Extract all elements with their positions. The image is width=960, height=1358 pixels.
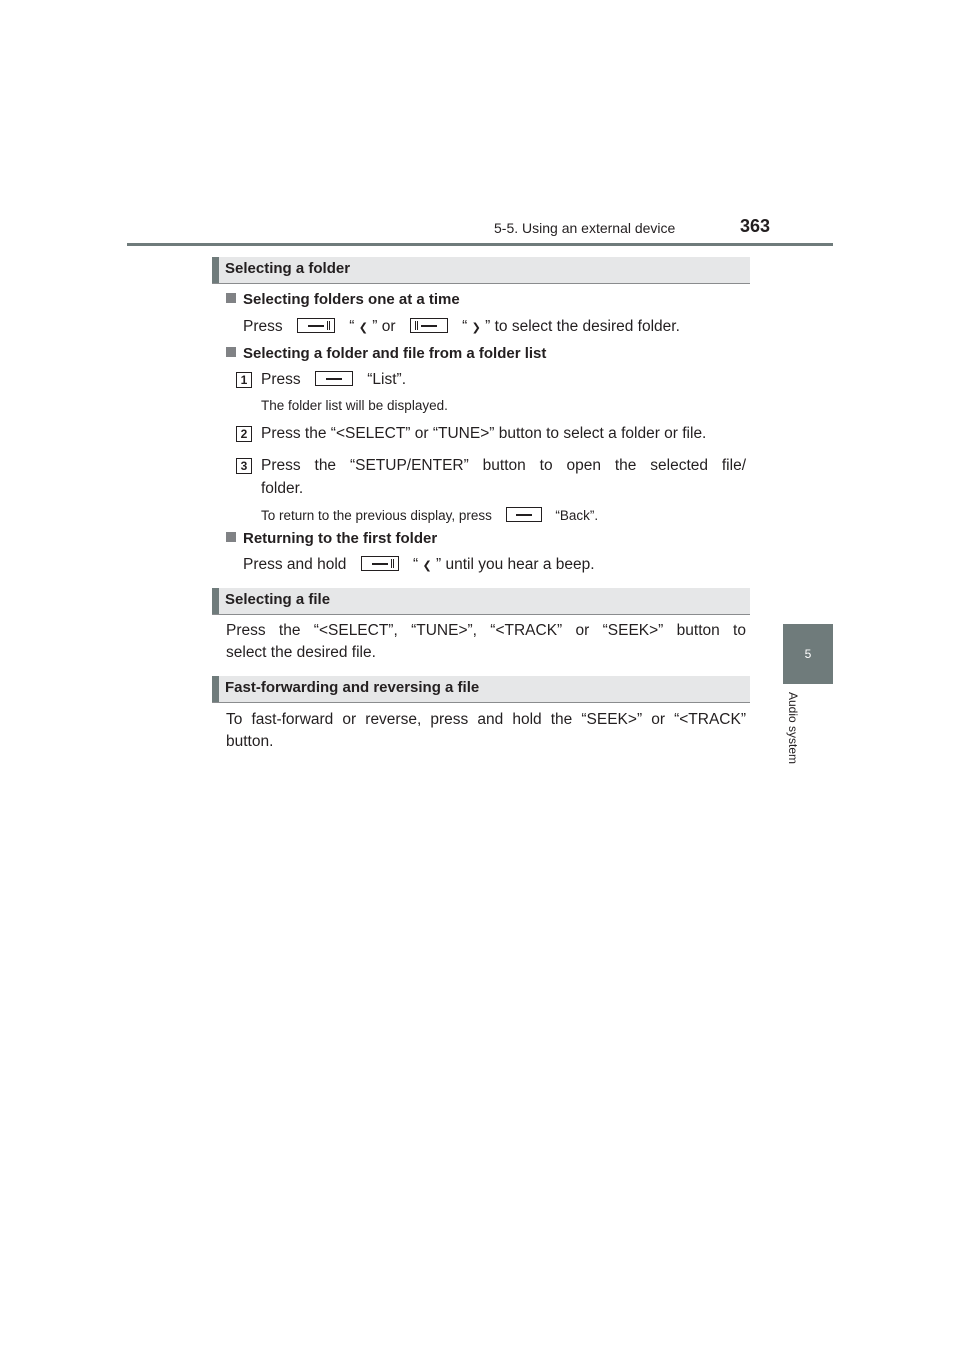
square-bullet-icon <box>226 293 236 303</box>
seek-left-button-icon <box>297 318 335 333</box>
chapter-tab <box>783 624 833 684</box>
section-heading-folder <box>212 257 750 284</box>
square-bullet-icon <box>226 347 236 357</box>
ff-para-line2: button. <box>226 733 274 750</box>
step-3-text-line2: folder. <box>261 480 304 497</box>
subheading-one-at-a-time: Selecting folders one at a time <box>226 291 460 308</box>
list-button-icon <box>315 371 353 386</box>
back-button-icon <box>506 507 542 522</box>
seek-left-button-icon <box>361 556 399 571</box>
section-title: Selecting a folder <box>225 260 351 277</box>
square-bullet-icon <box>226 532 236 542</box>
section-title: Selecting a file <box>225 591 331 608</box>
step-number-3: 3 <box>236 458 252 474</box>
chapter-label-text: Audio system <box>786 692 800 765</box>
section-breadcrumb: 5-5. Using an external device <box>494 220 676 236</box>
step-3-text-line1: Press the “SETUP/ENTER” button to open the selected file/ <box>261 457 746 474</box>
heading-accent-bar <box>212 676 219 702</box>
section-title: Fast-forwarding and reversing a file <box>225 679 480 696</box>
subheading-first-folder: Returning to the first folder <box>226 530 437 547</box>
instruction-line: Press “ ❮ ” or “ ❯ ” to select the desired folder. <box>243 318 680 335</box>
header-divider <box>127 243 833 246</box>
chevron-right-icon: ❯ <box>471 322 481 334</box>
chevron-left-icon: ❮ <box>422 560 432 572</box>
step-1-note: The folder list will be displayed. <box>261 398 448 413</box>
heading-accent-bar <box>212 257 219 283</box>
file-para-line2: select the desired file. <box>226 644 376 661</box>
page-number: 363 <box>740 216 771 236</box>
step-number-2: 2 <box>236 426 252 442</box>
seek-right-button-icon <box>410 318 448 333</box>
file-para-line1: Press the “<SELECT”, “TUNE>”, “<TRACK” or “SEEK>” button to <box>226 622 746 639</box>
step-3-note: To return to the previous display, press “Back”. <box>261 508 599 523</box>
chevron-left-icon: ❮ <box>358 322 368 334</box>
section-heading-fast-forward <box>212 676 750 703</box>
first-folder-instruction: Press and hold “ ❮ ” until you hear a beep. <box>243 556 595 573</box>
chapter-label <box>786 692 806 782</box>
chapter-number: 5 <box>804 647 812 661</box>
step-1-text: Press “List”. <box>261 371 406 388</box>
heading-accent-bar <box>212 588 219 614</box>
ff-para-line1: To fast-forward or reverse, press and hold the “SEEK>” or “<TRACK” <box>226 711 746 728</box>
subheading-folder-list: Selecting a folder and file from a folder list <box>226 345 546 362</box>
step-number-1: 1 <box>236 372 252 388</box>
step-2-text: Press the “<SELECT” or “TUNE>” button to select a folder or file. <box>261 425 707 442</box>
section-heading-file <box>212 588 750 615</box>
